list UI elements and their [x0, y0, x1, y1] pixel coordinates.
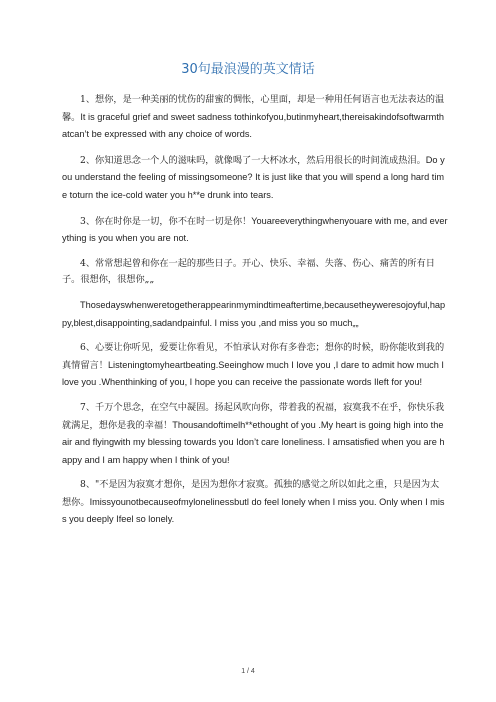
paragraph-7-chinese: 7、千万个思念，在空气中凝固。扬起风吹向你，带着我的祝福，寂寞我不在乎，你快乐我就满足，想你是我的幸福！	[62, 401, 445, 431]
paragraph-6	[62, 340, 448, 392]
paragraph-3-english: Youareeverythingwhenyouare with me, and everything is you when you are not.	[62, 215, 448, 244]
paragraph-4	[62, 256, 448, 289]
paragraph-1	[62, 92, 448, 144]
paragraph-5	[62, 297, 448, 332]
paragraph-6-chinese: 6、心要让你听见，爱要让你看见，不怕承认对你有多眷恋；想你的时候，盼你能收到我的真情留言！	[62, 342, 445, 371]
document-body	[62, 92, 448, 537]
paragraph-6-english: Listeningtomyheartbeating.Seeinghow much I love you ,I dare to admit how much I love you .Whenthinking of you, I hope you can receive the passionate words Ileft for you!	[62, 359, 444, 388]
paragraph-2	[62, 152, 448, 205]
paragraph-4-chinese: 4、常常想起曾和你在一起的那些日子。开心、快乐、幸福、失落、伤心、痛苦的所有日子。很想你，很想你„„	[62, 257, 435, 286]
paragraph-8-chinese: 8、"不是因为寂寞才想你，是因为想你才寂寞。孤独的感觉之所以如此之重，只是因为太想你。	[62, 479, 440, 508]
paragraph-7-english: Thousandoftimelh**ethought of you .My heart is going high into the air and flyingwith my blessing towards you Idon’t care loneliness. I amsatisfied when you are happy and I am happy when I think of you!	[62, 419, 445, 465]
paragraph-8-english: Imissyounotbecauseofmylonelinessbutl do feel lonely when I miss you. Only when I miss you deeply Ifeel so lonely.	[62, 496, 445, 525]
paragraph-5-english: Thosedayswhenweretogetherappearinmymindtimeaftertime,becausetheyweresojoyful,happy,blest,disappointing,sadandpainful. I miss you ,and miss you so much„„	[62, 299, 446, 328]
paragraph-2-chinese: 2、你知道思念一个人的滋味吗，就像喝了一大杯冰水，然后用很长的时间流成热泪。	[80, 154, 426, 166]
paragraph-7	[62, 400, 448, 469]
paragraph-2-english: Do you understand the feeling of missingsomeone? It is just like that you will spend a long hard time toturn the ice-cold water you h**e drunk into tears.	[62, 154, 445, 200]
paragraph-1-chinese: 1、想你，是一种美丽的忧伤的甜蜜的惆怅，心里面，却是一种用任何语言也无法表达的温馨。	[62, 94, 445, 123]
page-number: 1 / 4	[241, 668, 255, 675]
paragraph-1-english: It is graceful grief and sweet sadness tothinkofyou,butinmyheart,thereisakindofsoftwarmthatcan’t be expressed with any choice of words.	[62, 111, 444, 140]
document-title: 30句最浪漫的英文情话	[181, 62, 315, 77]
paragraph-3-chinese: 3、你在时你是一切，你不在时一切是你！	[80, 215, 252, 227]
paragraph-8	[62, 477, 448, 529]
paragraph-3	[62, 213, 448, 248]
